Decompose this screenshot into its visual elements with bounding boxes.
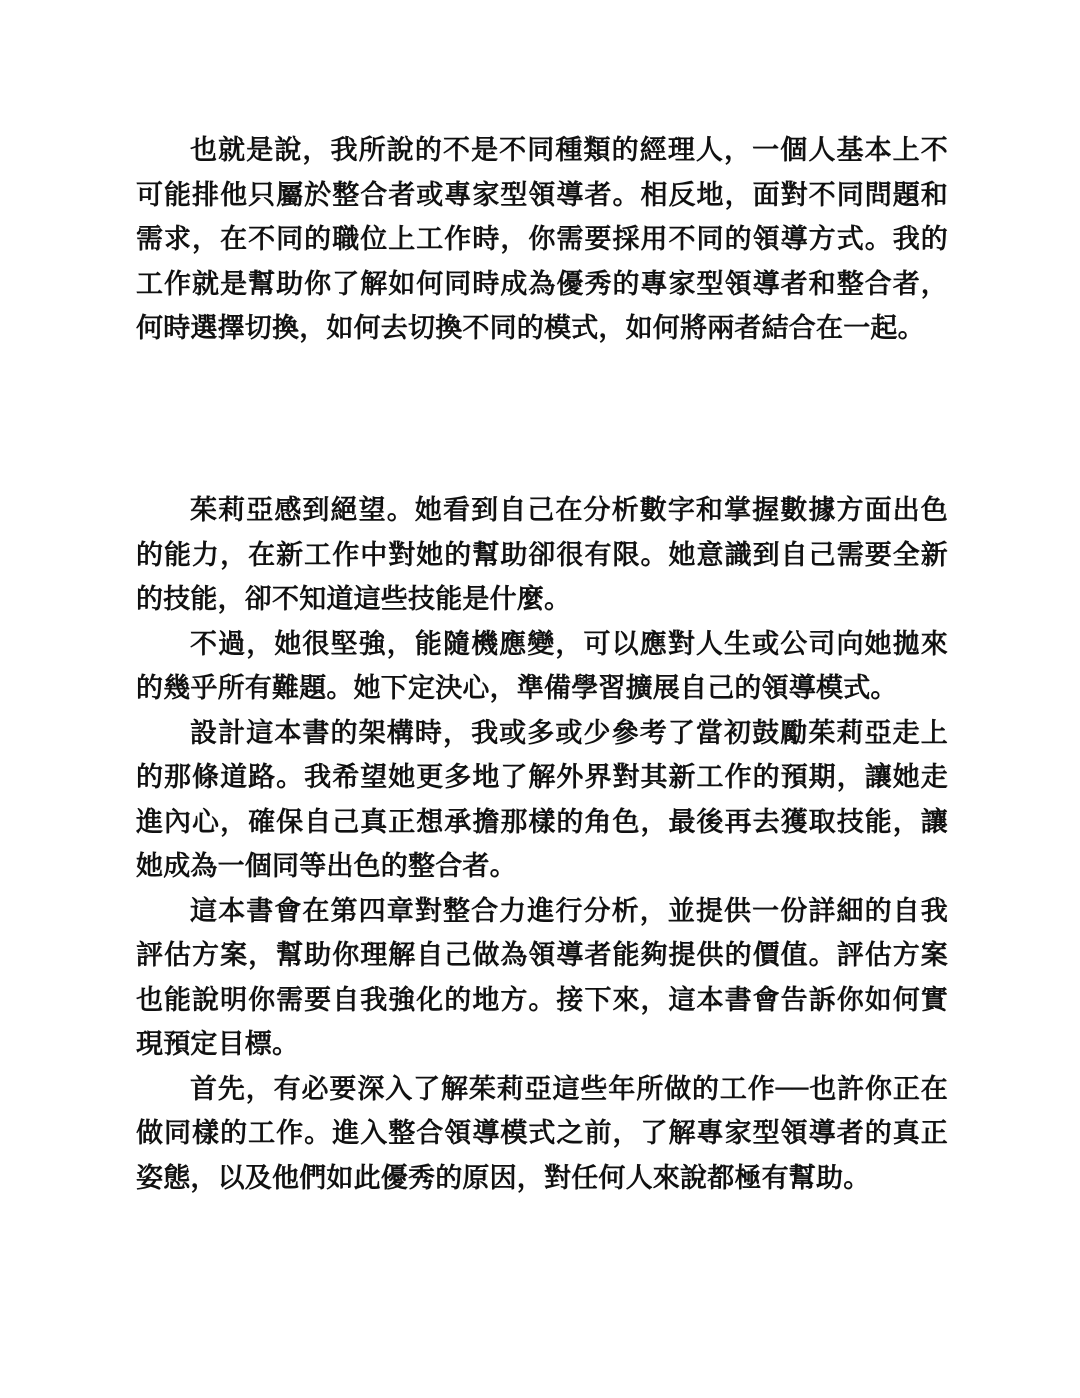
text-section-2	[136, 489, 948, 1201]
paragraph: 不過，她很堅強，能隨機應變，可以應對人生或公司向她拋來的幾乎所有難題。她下定決心，準備學習擴展自己的領導模式。	[136, 628, 948, 704]
text-section-1	[136, 129, 948, 352]
paragraph: 這本書會在第四章對整合力進行分析，並提供一份詳細的自我評估方案，幫助你理解自己做為領導者能夠提供的價值。評估方案也能說明你需要自我強化的地方。接下來，這本書會告訴你如何實現預定目標。	[136, 895, 948, 1060]
paragraph: 首先，有必要深入了解茱莉亞這些年所做的工作──也許你正在做同樣的工作。進入整合領導模式之前，了解專家型領導者的真正姿態，以及他們如此優秀的原因，對任何人來說都極有幫助。	[136, 1073, 948, 1194]
paragraph: 設計這本書的架構時，我或多或少參考了當初鼓勵茱莉亞走上的那條道路。我希望她更多地了解外界對其新工作的預期，讓她走進內心，確保自己真正想承擔那樣的角色，最後再去獲取技能，讓她成為一個同等出色的整合者。	[136, 717, 948, 882]
paragraph: 也就是說，我所說的不是不同種類的經理人，一個人基本上不可能排他只屬於整合者或專家型領導者。相反地，面對不同問題和需求，在不同的職位上工作時，你需要採用不同的領導方式。我的工作就是幫助你了解如何同時成為優秀的專家型領導者和整合者，何時選擇切換，如何去切換不同的模式，如何將兩者結合在一起。	[136, 135, 948, 344]
paragraph: 茱莉亞感到絕望。她看到自己在分析數字和掌握數據方面出色的能力，在新工作中對她的幫助卻很有限。她意識到自己需要全新的技能，卻不知道這些技能是什麼。	[136, 495, 948, 615]
